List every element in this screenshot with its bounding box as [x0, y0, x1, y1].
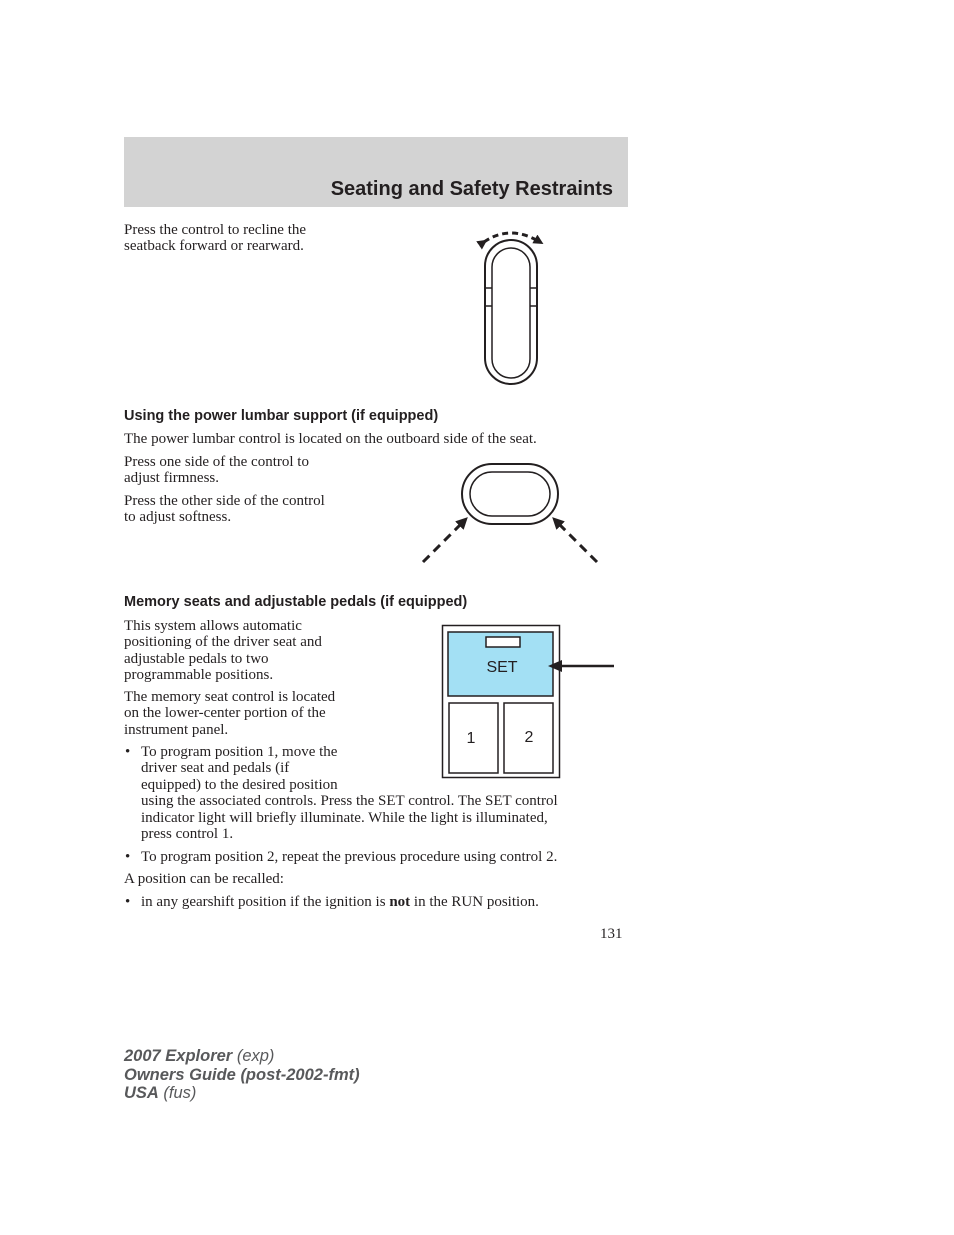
- bullet1-line: To program position 1, move the: [141, 744, 338, 760]
- document-footer: [124, 1047, 360, 1103]
- bullet1-line: equipped) to the desired position: [141, 776, 338, 793]
- footer-model: 2007 Explorer: [124, 1047, 233, 1065]
- section-title: Seating and Safety Restraints: [330, 178, 613, 200]
- memory-para-1: [124, 618, 322, 684]
- bullet-1-marker: •: [125, 744, 131, 760]
- memory-para1-line: adjustable pedals to two: [124, 650, 269, 667]
- footer-model-code: (exp): [232, 1047, 275, 1065]
- lumbar-intro: The power lumbar control is located on the outboard side of the seat.: [124, 431, 537, 447]
- memory-para2-line: on the lower-center portion of the: [124, 705, 326, 722]
- bullet-3-text: [141, 894, 539, 910]
- bullet3-after: in the RUN position.: [410, 894, 539, 910]
- memory-button-1-label: 1: [466, 730, 476, 747]
- lumbar-softness-text: [124, 493, 325, 526]
- bullet1-line: using the associated controls. Press the SET control. The SET control: [141, 793, 558, 810]
- bullet-2-marker: •: [125, 849, 131, 865]
- memory-button-2-label: 2: [524, 729, 534, 746]
- set-label: SET: [486, 659, 518, 676]
- bullet-3-marker: •: [125, 894, 131, 910]
- set-indicator-light: [486, 637, 520, 647]
- softness-line-2: to adjust softness.: [124, 509, 232, 526]
- page-number: 131: [600, 926, 623, 942]
- recall-intro: A position can be recalled:: [124, 871, 284, 887]
- memory-para2-line: The memory seat control is located: [124, 689, 336, 705]
- footer-guide: Owners Guide (post-2002-fmt): [124, 1065, 360, 1084]
- lumbar-left-arrow-icon: [423, 520, 465, 562]
- memory-para1-line: This system allows automatic: [124, 618, 302, 634]
- memory-para-2: [124, 689, 335, 738]
- softness-line-1: Press the other side of the control: [124, 493, 325, 509]
- recline-line-2: seatback forward or rearward.: [124, 238, 304, 255]
- recline-control-inner: [492, 248, 530, 378]
- footer-market-code: (fus): [158, 1084, 197, 1102]
- section-header: [124, 137, 628, 207]
- memory-para1-line: programmable positions.: [124, 667, 274, 684]
- memory-para2-line: instrument panel.: [124, 721, 229, 738]
- lumbar-control-inner: [470, 472, 550, 516]
- memory-heading: Memory seats and adjustable pedals (if equipped): [124, 594, 468, 610]
- lumbar-right-arrow-icon: [555, 520, 597, 562]
- lumbar-control-illustration: [415, 458, 605, 568]
- bullet3-before: in any gearshift position if the ignition is: [141, 894, 390, 910]
- recline-instructions: [124, 222, 306, 255]
- bullet1-line: indicator light will briefly illuminate. While the light is illuminated,: [141, 809, 548, 826]
- footer-market: USA: [124, 1084, 159, 1102]
- bullet3-bold: not: [389, 894, 411, 910]
- lumbar-firmness-text: [124, 454, 309, 487]
- bullet1-line: driver seat and pedals (if: [141, 760, 290, 777]
- memory-panel-illustration: [440, 624, 620, 780]
- memory-para1-line: positioning of the driver seat and: [124, 634, 322, 651]
- bullet1-line: press control 1.: [141, 826, 234, 843]
- recline-control-illustration: [470, 222, 560, 392]
- firmness-line-2: adjust firmness.: [124, 470, 219, 487]
- lumbar-heading: Using the power lumbar support (if equipped): [124, 408, 439, 424]
- firmness-line-1: Press one side of the control to: [124, 454, 309, 470]
- bullet-2-text: To program position 2, repeat the previous procedure using control 2.: [141, 849, 558, 865]
- recline-line-1: Press the control to recline the: [124, 222, 307, 238]
